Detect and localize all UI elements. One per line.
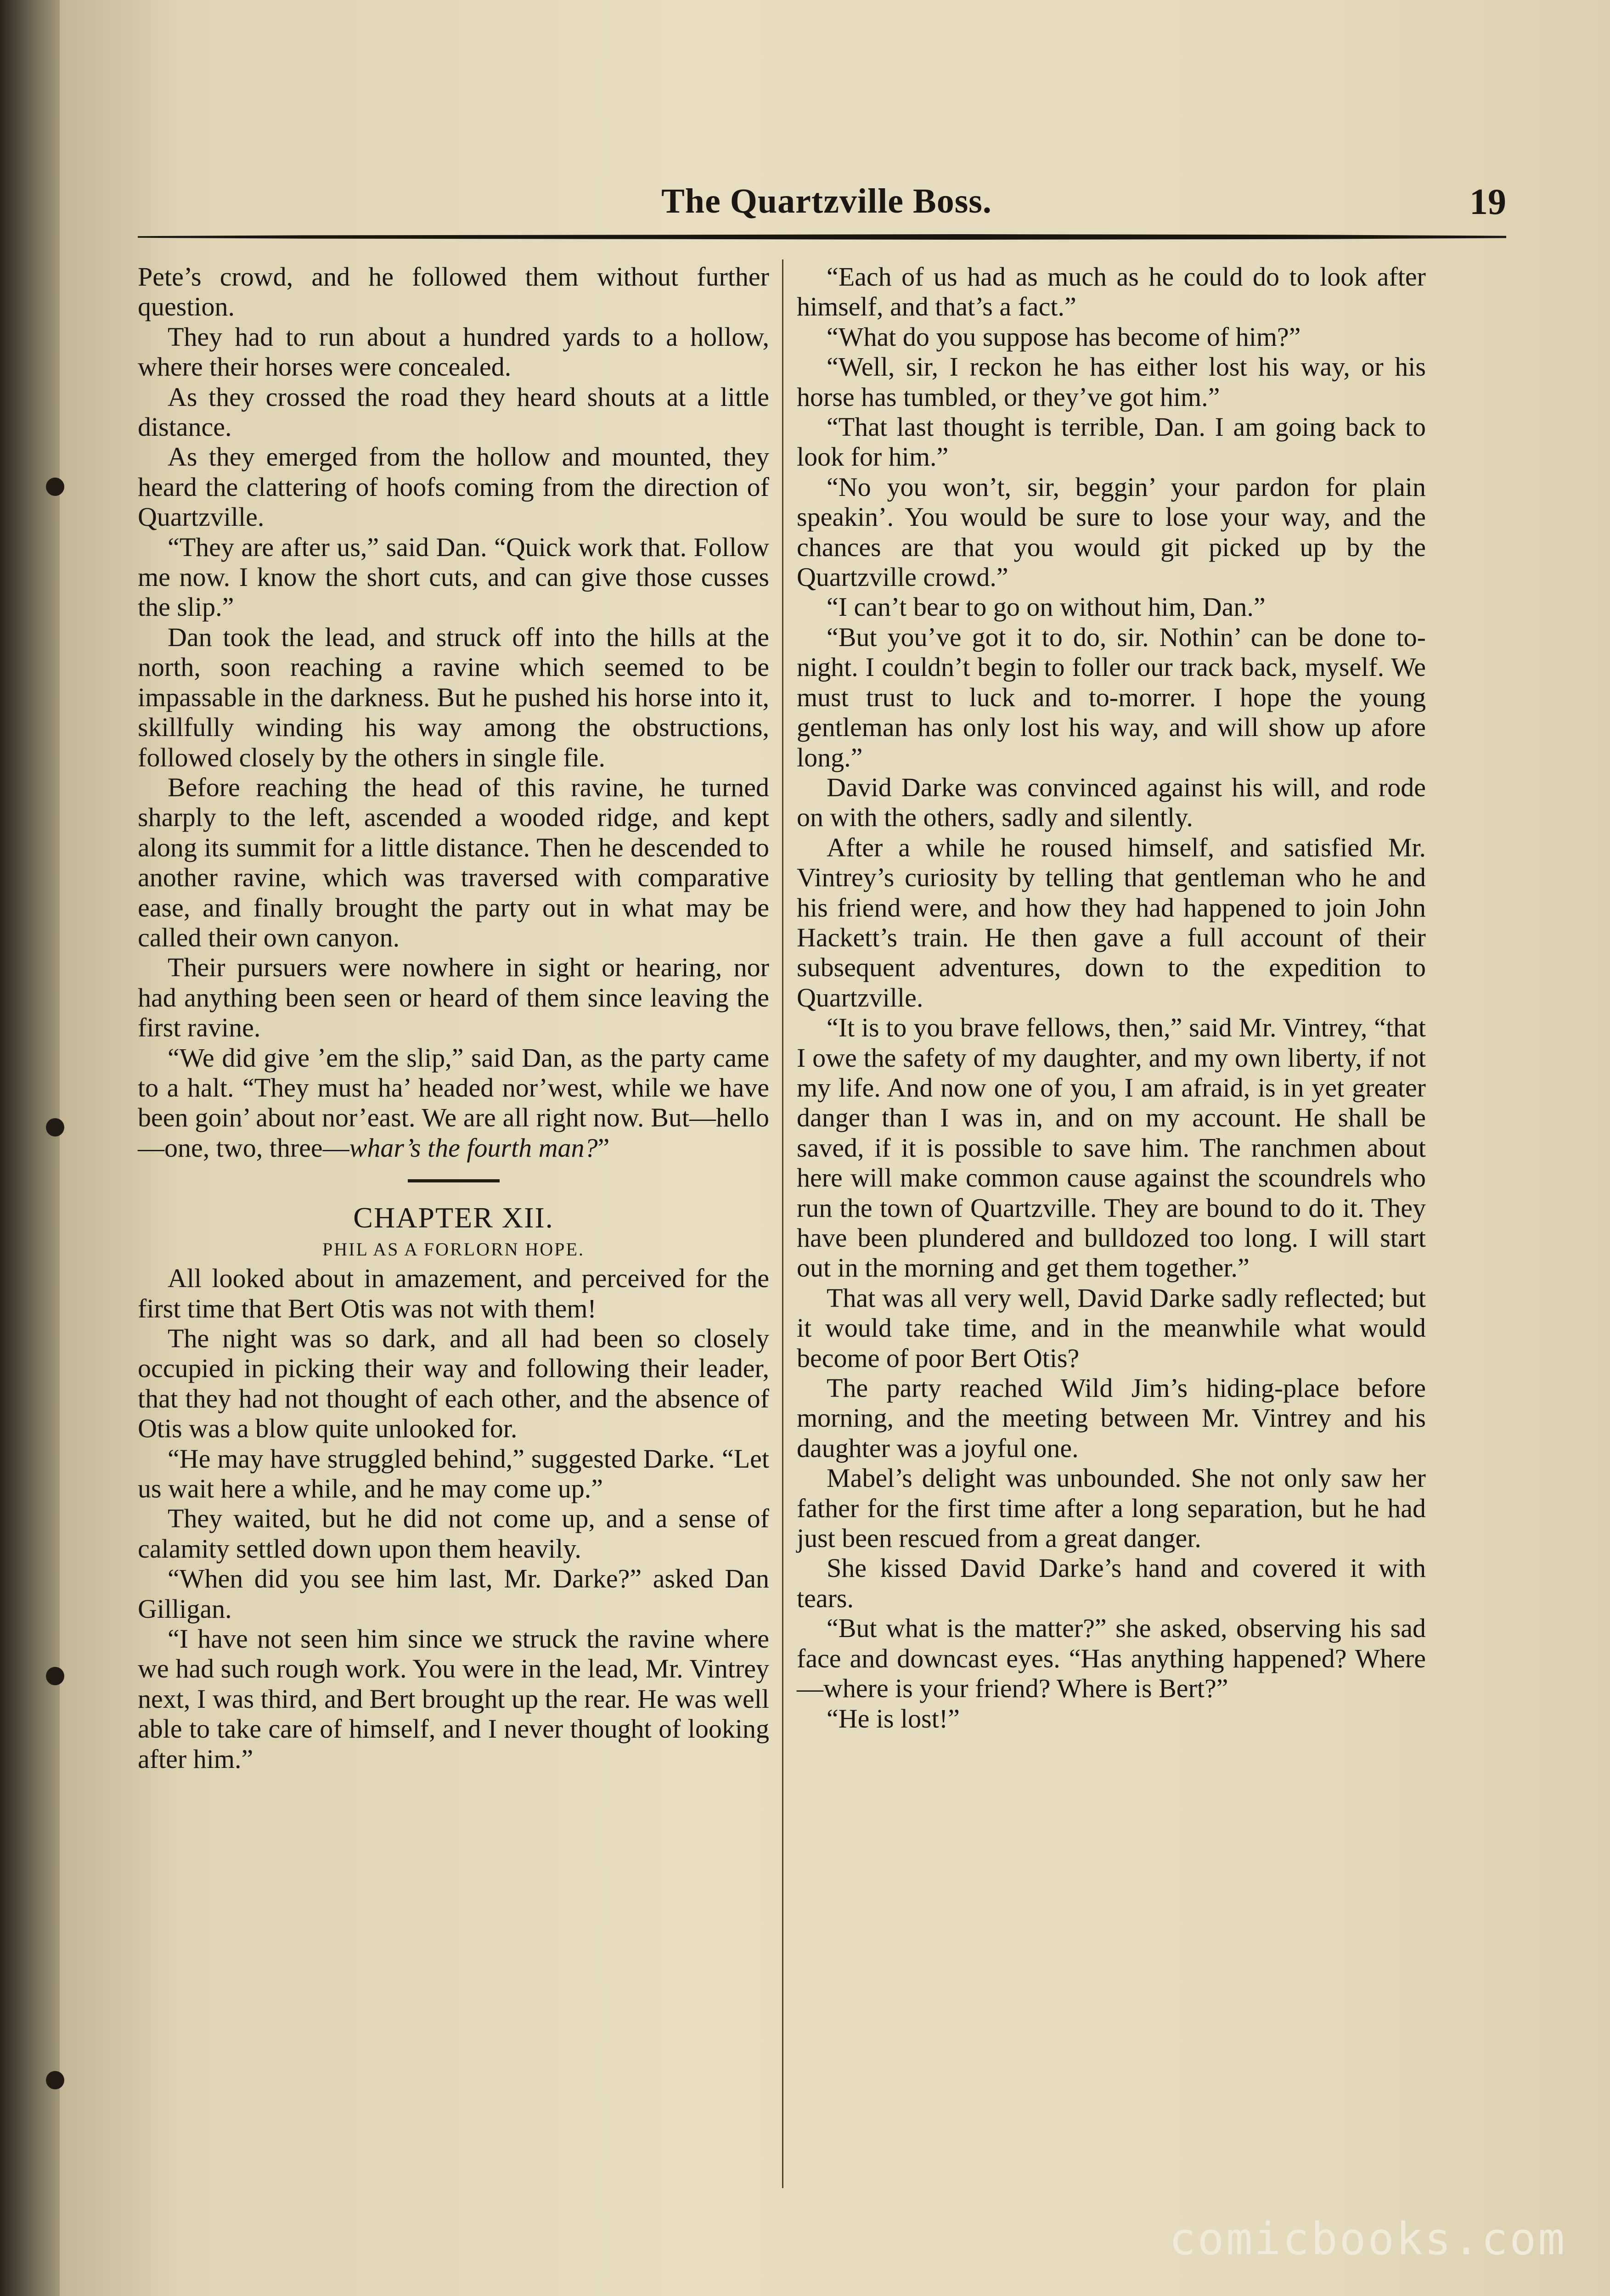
paragraph: They had to run about a hundred yards to a hollow, where their horses were concealed. [138, 321, 769, 382]
italic-phrase: whar’s the fourth man? [349, 1132, 598, 1163]
paragraph: She kissed David Darke’s hand and covered it with tears. [797, 1553, 1426, 1613]
closing-quote: ” [597, 1132, 610, 1163]
paragraph: “He is lost!” [827, 1703, 960, 1733]
paragraph: “But what is the matter?” she asked, observing his sad face and downcast eyes. “Has anything happened? Where—where is your friend? Where is Bert?” [797, 1613, 1426, 1704]
paragraph: “When did you see him last, Mr. Darke?” asked Dan Gilligan. [138, 1564, 769, 1624]
paragraph: “Well, sir, I reckon he has either lost his way, or his horse has tumbled, or they’ve got him.” [797, 352, 1426, 412]
page-number: 19 [1469, 182, 1506, 222]
watermark: comicbooks.com [1169, 2213, 1566, 2265]
paragraph: “No you won’t, sir, beggin’ your pardon for plain speakin’. You would be sure to lose your way, and the chances are that you would git picked up by the Quartzville crowd.” [797, 472, 1426, 592]
paragraph-text: “We did give ’em the slip,” said Dan, as the party came to a halt. “They must ha’ headed nor’west, while we have been goin’ about nor’east. We are all right now. But—hello—one, two, three— [138, 1042, 769, 1163]
paragraph: The night was so dark, and all had been so closely occupied in picking their way and following their leader, that they had not thought of each other, and the absence of Otis was a blow quite unlooked for. [138, 1323, 769, 1444]
paragraph: “He may have struggled behind,” suggested Darke. “Let us wait here a while, and he may come up.” [138, 1443, 769, 1504]
binding-hole [46, 2071, 64, 2089]
paragraph: Pete’s crowd, and he followed them without further question. [138, 262, 769, 322]
paragraph: “It is to you brave fellows, then,” said Mr. Vintrey, “that I owe the safety of my daughter, and my own liberty, if not my life. And now one of you, I am afraid, is in yet greater danger than I was in, and on my account. He shall be saved, if it is possible to save him. The ranchmen about here will make common cause against the scoundrels who run the town of Quartzville. They are bound to do it. They have been plundered and bulldozed too long. I will start out in the morning and get them together.” [797, 1013, 1426, 1283]
paragraph [138, 1043, 769, 1163]
book-page [60, 0, 1610, 2296]
paragraph: “That last thought is terrible, Dan. I am going back to look for him.” [797, 412, 1426, 472]
paragraph: “I can’t bear to go on without him, Dan.” [827, 592, 1266, 622]
paragraph: As they crossed the road they heard shouts at a little distance. [138, 382, 769, 442]
paragraph: “Each of us had as much as he could do to look after himself, and that’s a fact.” [797, 262, 1426, 322]
page-header [138, 181, 1515, 241]
chapter-title: CHAPTER XII. [353, 1201, 554, 1234]
paragraph: “I have not seen him since we struck the ravine where we had such rough work. You were in the lead, Mr. Vintrey next, I was third, and Bert brought up the rear. He was well able to take care of himself, and I never thought of looking after him.” [138, 1624, 769, 1774]
left-column [138, 262, 769, 1774]
paragraph: The party reached Wild Jim’s hiding-place before morning, and the meeting between Mr. Vintrey and his daughter was a joyful one. [797, 1373, 1426, 1463]
paragraph: They waited, but he did not come up, and a sense of calamity settled down upon them heavily. [138, 1503, 769, 1564]
paragraph: “They are after us,” said Dan. “Quick work that. Follow me now. I know the short cuts, and can give those cusses the slip.” [138, 532, 769, 622]
paragraph: Their pursuers were nowhere in sight or hearing, nor had anything been seen or heard of them since leaving the first ravine. [138, 952, 769, 1043]
running-title: The Quartzville Boss. [661, 182, 992, 220]
paragraph: After a while he roused himself, and satisfied Mr. Vintrey’s curiosity by telling that gentleman who he and his friend were, and how they had happened to join John Hackett’s train. He then gave a full account of their subsequent adventures, down to the expedition to Quartzville. [797, 832, 1426, 1013]
paragraph: Dan took the lead, and struck off into the hills at the north, soon reaching a ravine which seemed to be impassable in the darkness. But he pushed his horse into it, skillfully winding his way among the obstructions, followed closely by the others in single file. [138, 622, 769, 772]
paragraph: Mabel’s delight was unbounded. She not only saw her father for the first time after a long separation, but he had just been rescued from a great danger. [797, 1463, 1426, 1553]
paragraph: Before reaching the head of this ravine, he turned sharply to the left, ascended a wooded ridge, and kept along its summit for a little distance. Then he descended to another ravine, which was traversed with comparative ease, and finally brought the party out in what may be called their own canyon. [138, 772, 769, 952]
binding-hole [46, 478, 64, 496]
binding-hole [46, 1118, 64, 1137]
paragraph: “But you’ve got it to do, sir. Nothin’ can be done to-night. I couldn’t begin to foller our track back, myself. We must trust to luck and to-morrer. I hope the young gentleman has only lost his way, and will show up afore long.” [797, 622, 1426, 772]
paragraph: That was all very well, David Darke sadly reflected; but it would take time, and in the meanwhile what would become of poor Bert Otis? [797, 1283, 1426, 1373]
chapter-subtitle: PHIL AS A FORLORN HOPE. [322, 1239, 585, 1260]
binding-hole [46, 1667, 64, 1685]
right-column [797, 262, 1426, 1733]
paragraph: “What do you suppose has become of him?” [827, 321, 1301, 352]
column-divider [782, 259, 783, 2188]
binding-edge [0, 0, 69, 2296]
paragraph: As they emerged from the hollow and mounted, they heard the clattering of hoofs coming from the direction of Quartzville. [138, 442, 769, 532]
section-separator [408, 1179, 500, 1182]
paragraph: All looked about in amazement, and perceived for the first time that Bert Otis was not with them! [138, 1263, 769, 1323]
paragraph: David Darke was convinced against his will, and rode on with the others, sadly and silently. [797, 772, 1426, 833]
